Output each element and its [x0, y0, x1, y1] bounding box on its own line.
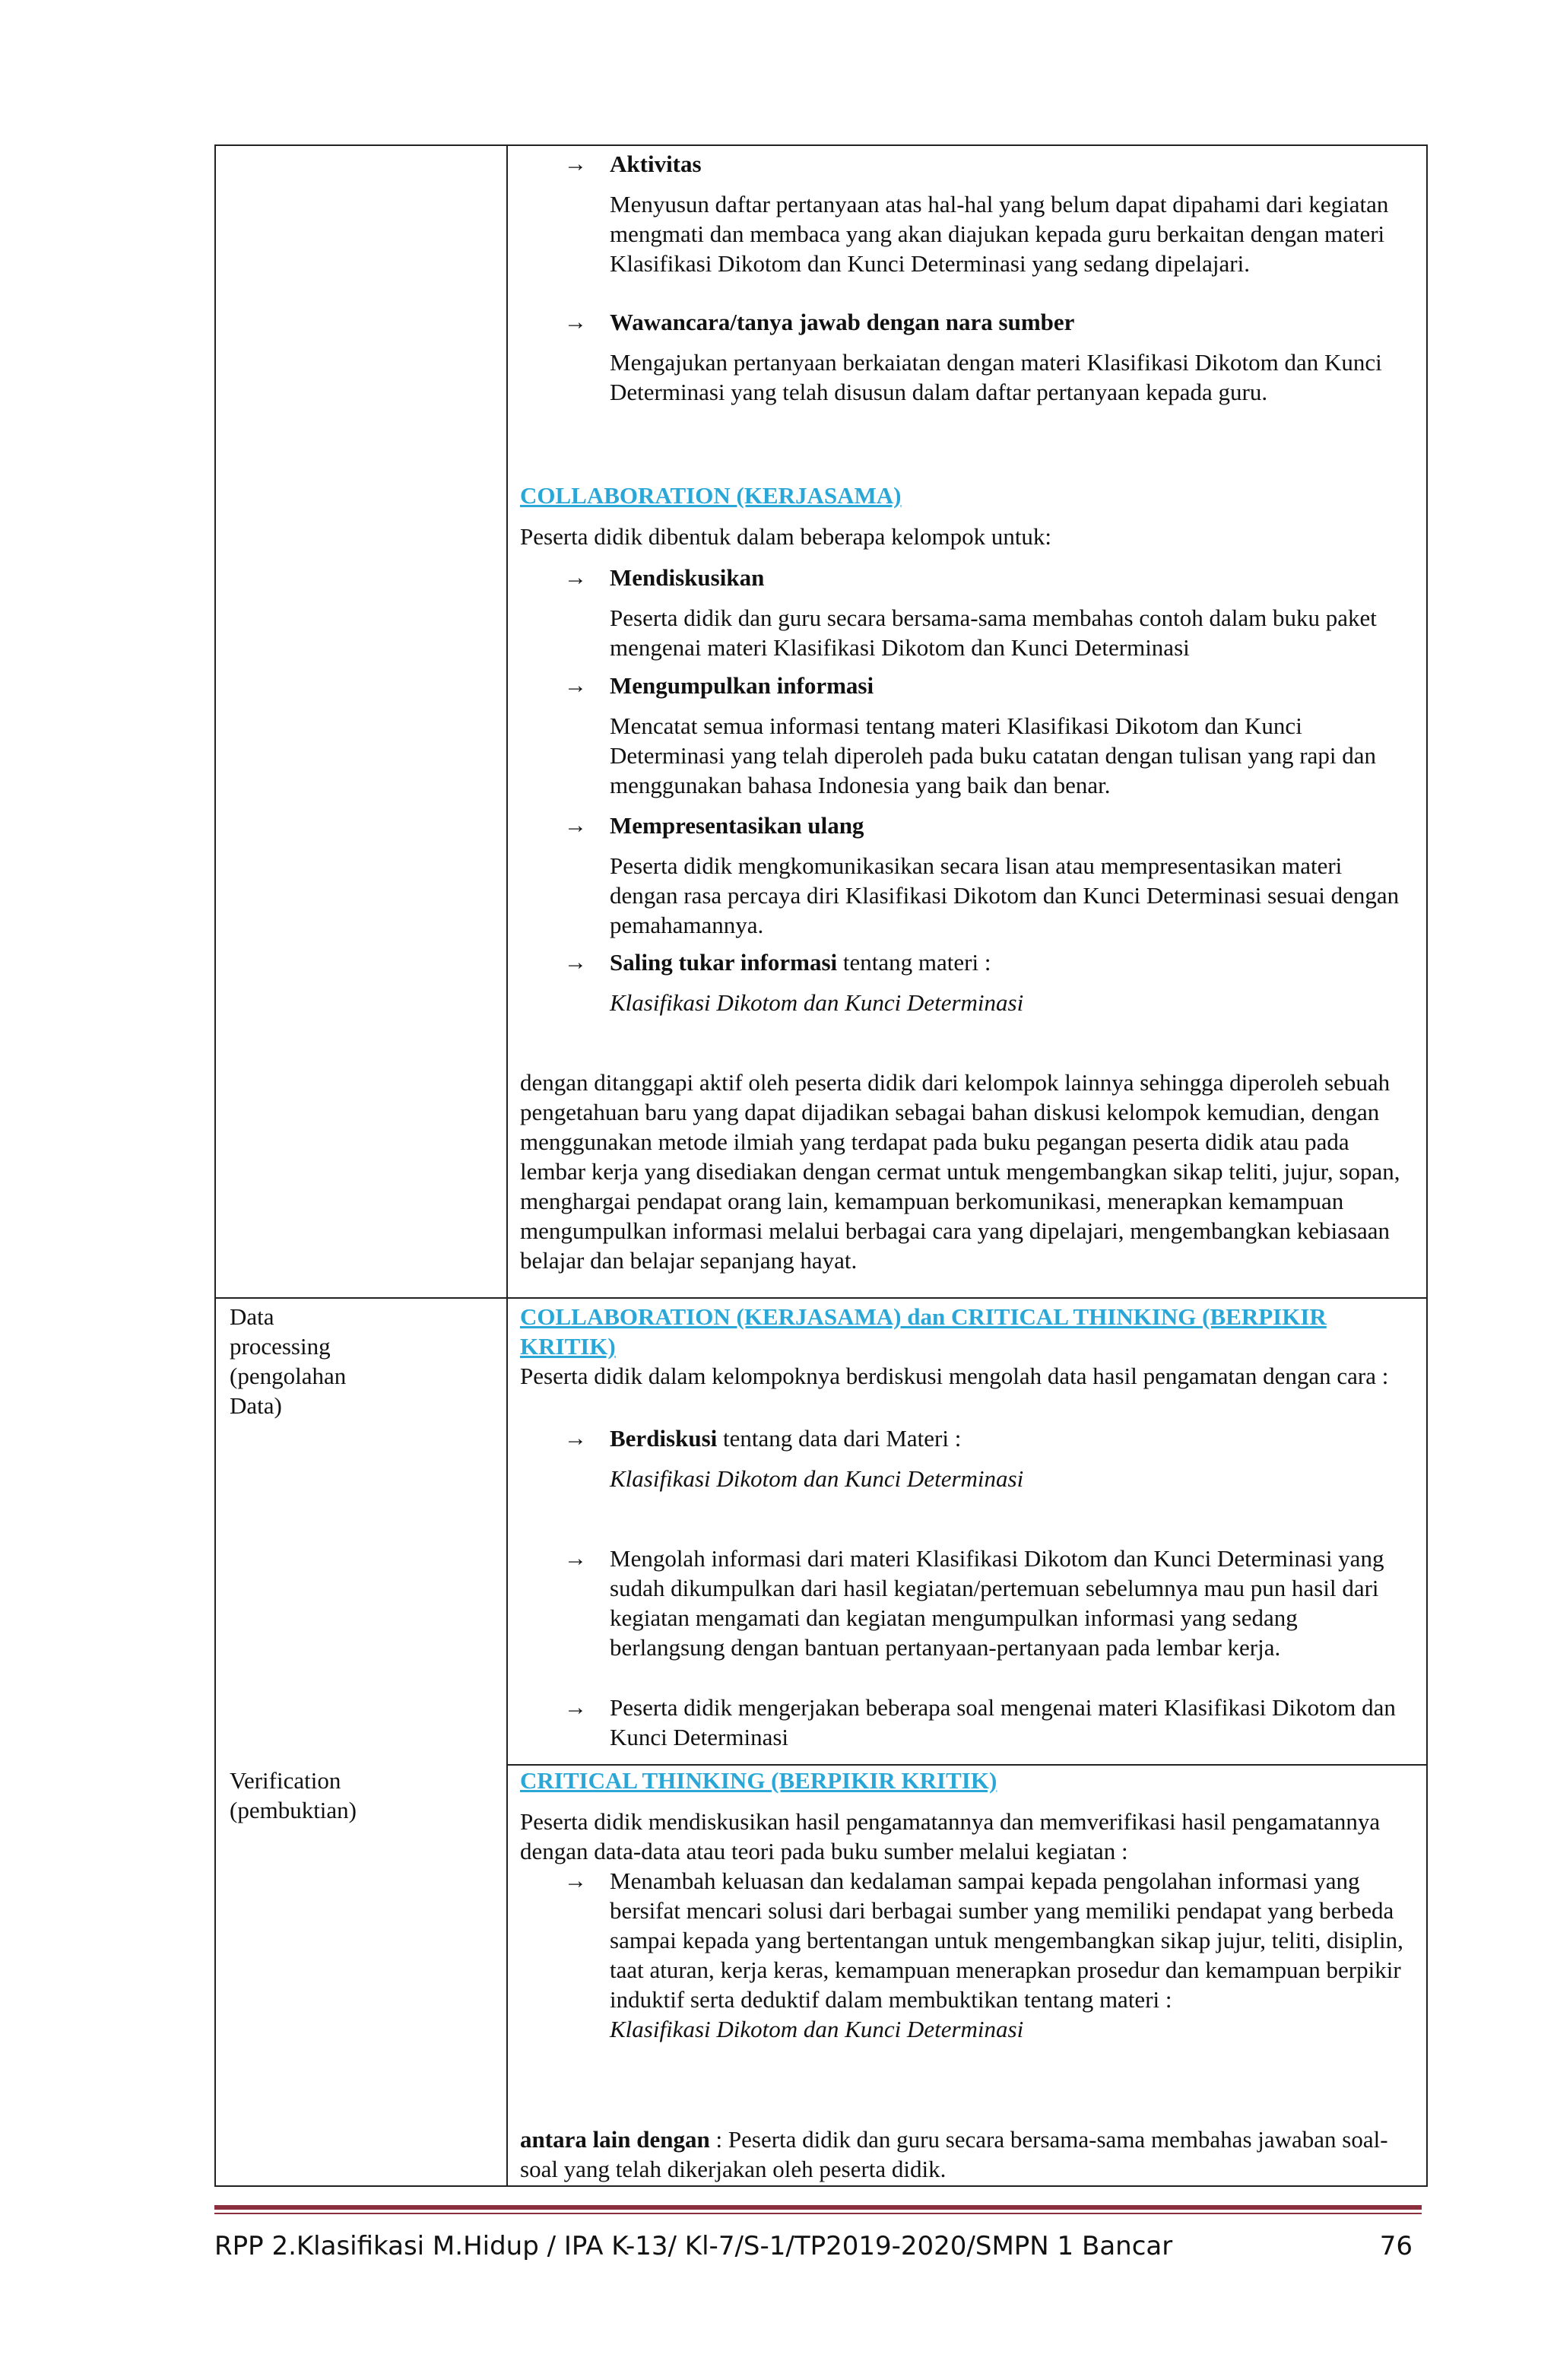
list-item-aktivitas: → Aktivitas Menyusun daftar pertanyaan atas hal-hal yang belum dapat dipahami dari kegiatan mengmati dan membaca yang akan diajukan kepada guru berkaitan dengan materi Klasifikasi Dikotom dan Kunci Determinasi yang sedang dipelajari. [564, 151, 1389, 277]
arrow-icon: → [564, 673, 587, 698]
page-number: 76 [1379, 2231, 1413, 2261]
collaboration-title: COLLABORATION (KERJASAMA) [520, 482, 902, 509]
arrow-icon: → [564, 565, 587, 590]
list-item-mendiskusikan: → Mendiskusikan Peserta didik dan guru secara bersama-sama membahas contoh dalam buku paket mengenai materi Klasifikasi Dikotom dan Kunci Determinasi [564, 564, 1377, 661]
list-item-mempresentasikan: → Mempresentasikan ulang Peserta didik mengkomunikasikan secara lisan atau mempresentasikan materi dengan rasa percaya diri Klasifikasi Dikotom dan Kunci Determinasi sesuai dengan pemahamannya. [564, 812, 1400, 938]
list-item-wawancara: → Wawancara/tanya jawab dengan nara sumber Mengajukan pertanyaan berkaiatan dengan materi Klasifikasi Dikotom dan Kunci Determinasi yang telah disusun dalam daftar pertanyaan kepada guru. [564, 309, 1382, 405]
lesson-plan-table [214, 144, 1428, 2187]
arrow-icon: → [564, 1868, 587, 1893]
content-column [520, 146, 1417, 2185]
arrow-icon: → [564, 950, 587, 975]
arrow-icon: → [564, 309, 587, 335]
footer-rule-thin [214, 2213, 1422, 2214]
arrow-icon: → [564, 151, 587, 176]
arrow-icon: → [564, 1695, 587, 1720]
list-item-menambah-keluasan: → Menambah keluasan dan kedalaman sampai kepada pengolahan informasi yang bersifat mencari solusi dari berbagai sumber yang memiliki pendapat yang berbeda sampai kepada yang bertentangan untuk mengembangkan sikap jujur, teliti, disiplin, taat aturan, kerja keras, kemampuan menerapkan prosedur dan kemampuan berpikir induktif serta deduktif dalam membuktikan tentang materi : Klasifikasi Dikotom dan Kunci Determinasi [564, 1868, 1403, 2042]
arrow-icon: → [564, 1426, 587, 1451]
verification-closing: antara lain dengan : Peserta didik dan guru secara bersama-sama membahas jawaban soal-soal yang telah dikerjakan oleh peserta didik. [520, 2126, 1388, 2182]
list-item-berdiskusi: → Berdiskusi tentang data dari Materi : Klasifikasi Dikotom dan Kunci Determinasi [564, 1425, 1024, 1492]
verification-label: Verification (pembuktian) [230, 1767, 357, 1823]
data-processing-label: Data processing (pengolahan Data) [230, 1303, 347, 1419]
data-processing-intro: Peserta didik dalam kelompoknya berdiskusi mengolah data hasil pengamatan dengan cara : [520, 1363, 1389, 1389]
list-item-saling-tukar: → Saling tukar informasi tentang materi : Klasifikasi Dikotom dan Kunci Determinasi [564, 949, 1024, 1016]
list-item-mengolah: → Mengolah informasi dari materi Klasifikasi Dikotom dan Kunci Determinasi yang sudah dikumpulkan dari hasil kegiatan/pertemuan sebelumnya mau pun hasil dari kegiatan mengamati dan kegiatan mengumpulkan informasi yang sedang berlangsung dengan bantuan pertanyaan-pertanyaan pada lembar kerja. [564, 1545, 1384, 1661]
data-processing-title: COLLABORATION (KERJASAMA) dan CRITICAL THINKING (BERPIKIR KRITIK) [520, 1303, 1327, 1360]
page-footer [214, 2229, 1422, 2263]
list-item-mengerjakan-soal: → Peserta didik mengerjakan beberapa soal mengenai materi Klasifikasi Dikotom dan Kunci Determinasi [564, 1694, 1396, 1750]
column-divider [506, 146, 508, 2185]
verification-title: CRITICAL THINKING (BERPIKIR KRITIK) [520, 1767, 997, 1794]
footer-rule [214, 2205, 1422, 2210]
footer-document-title: RPP 2.Klasifikasi M.Hidup / IPA K-13/ Kl-7/S-1/TP2019-2020/SMPN 1 Bancar [214, 2231, 1173, 2261]
list-item-mengumpulkan: → Mengumpulkan informasi Mencatat semua informasi tentang materi Klasifikasi Dikotom dan Kunci Determinasi yang telah diperoleh pada buku catatan dengan tulisan yang rapi dan menggunakan bahasa Indonesia yang baik dan benar. [564, 672, 1376, 798]
collaboration-intro: Peserta didik dibentuk dalam beberapa kelompok untuk: [520, 523, 1052, 550]
arrow-icon: → [564, 813, 587, 838]
arrow-icon: → [564, 1546, 587, 1571]
collaboration-closing: dengan ditanggapi aktif oleh peserta didik dari kelompok lainnya sehingga diperoleh sebuah pengetahuan baru yang dapat dijadikan sebagai bahan diskusi kelompok kemudian, dengan menggunakan metode ilmiah yang terdapat pada buku pegangan peserta didik atau pada lembar kerja yang disediakan dengan cermat untuk mengembangkan sikap teliti, jujur, sopan, menghargai pendapat orang lain, kemampuan berkomunikasi, menerapkan kemampuan mengumpulkan informasi melalui berbagai cara yang dipelajari, mengembangkan kebiasaan belajar dan belajar sepanjang hayat. [520, 1069, 1400, 1274]
verification-intro: Peserta didik mendiskusikan hasil pengamatannya dan memverifikasi hasil pengamatannya dengan data-data atau teori pada buku sumber melalui kegiatan : [520, 1808, 1381, 1864]
